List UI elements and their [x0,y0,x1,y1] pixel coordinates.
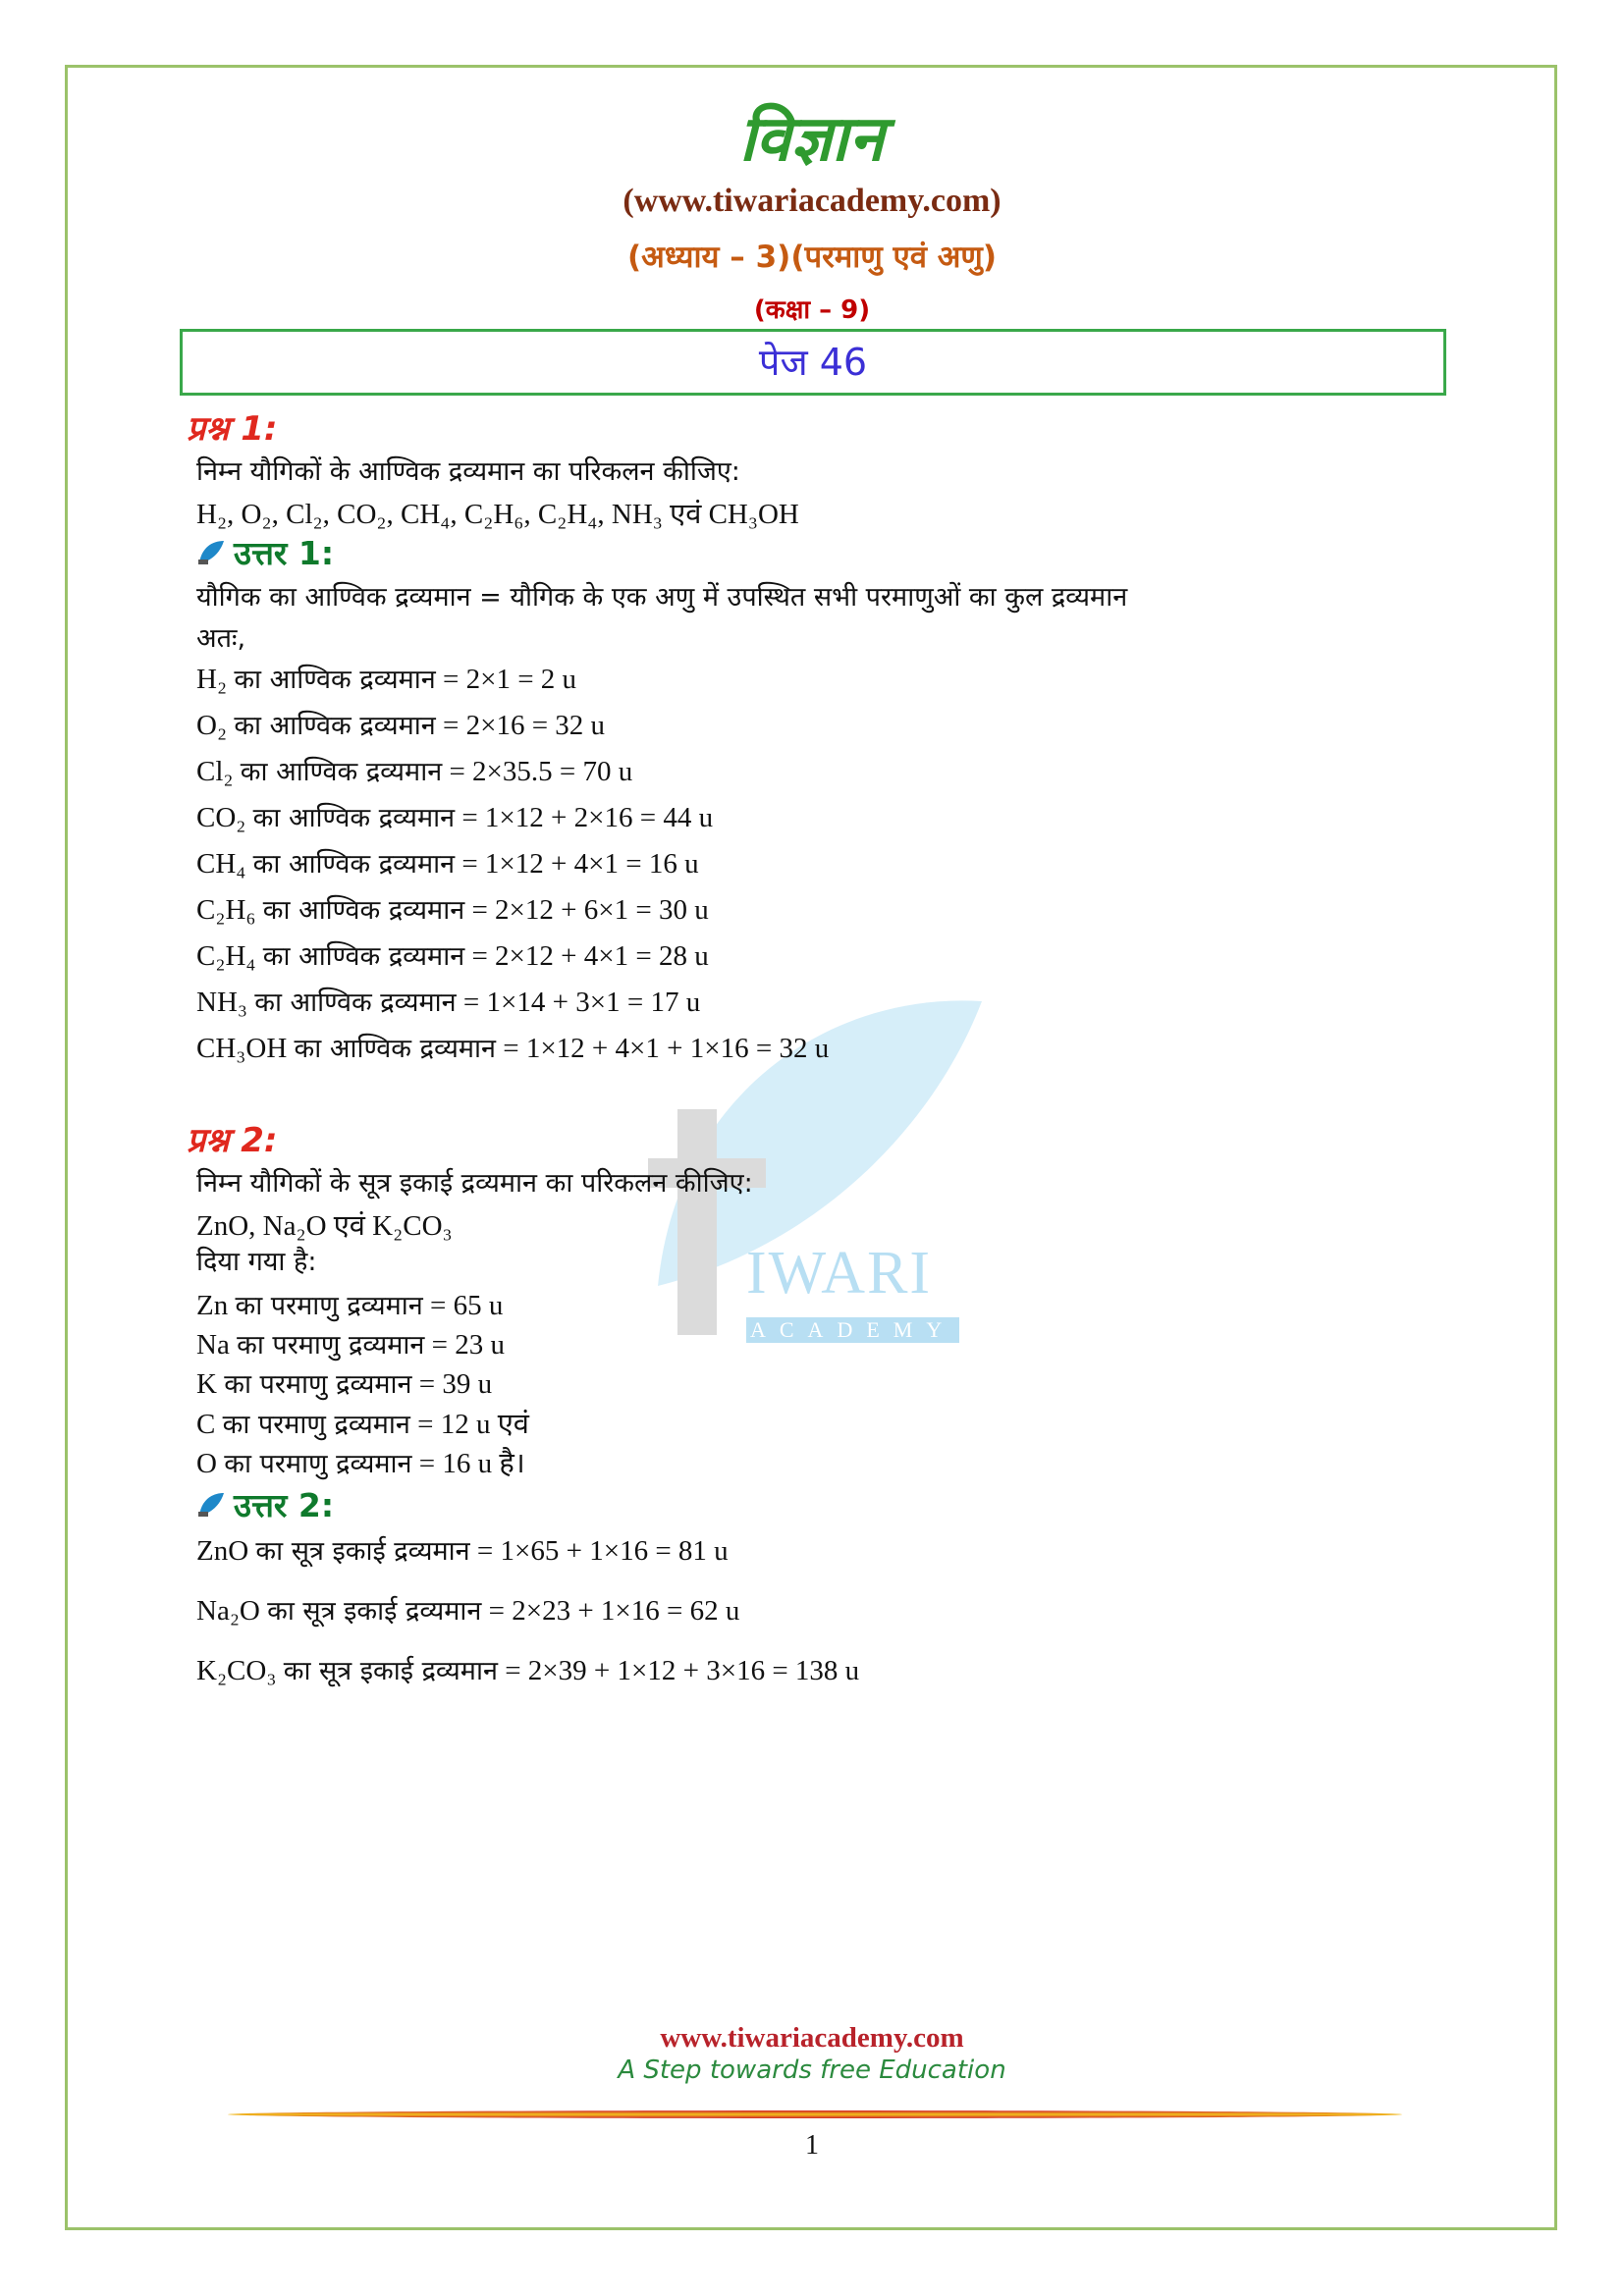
answer-1-definition: यौगिक का आण्विक द्रव्यमान = यौगिक के एक अणु में उपस्थित सभी परमाणुओं का कुल द्रव्यमान [196,582,1128,613]
question-1-text: निम्न यौगिकों के आण्विक द्रव्यमान का परिकलन कीजिए: [196,456,740,487]
watermark-subtext: ACADEMY [746,1317,959,1343]
atomic-mass-line: Zn का परमाणु द्रव्यमान = 65 u [196,1290,504,1321]
molecular-mass-line: O₂ का आण्विक द्रव्यमान = 2×16 = 32 u [196,710,606,741]
page-number-box: पेज 46 [180,329,1446,396]
molecular-mass-line: C₂H₄ का आण्विक द्रव्यमान = 2×12 + 4×1 = 28 u [196,940,709,972]
answer-1-hence: अतः, [196,623,246,654]
molecular-mass-line: H₂ का आण्विक द्रव्यमान = 2×1 = 2 u [196,664,577,695]
watermark-text: IWARI [746,1240,933,1307]
footer-divider [228,2110,1402,2118]
answer-2-label: उत्तर 2: [196,1482,334,1526]
page-number: 1 [805,2130,819,2161]
molecular-mass-line: CH₃OH का आण्विक द्रव्यमान = 1×12 + 4×1 + 1×16 = 32 u [196,1033,830,1064]
question-1-compounds: H₂, O₂, Cl₂, CO₂, CH₄, C₂H₆, C₂H₄, NH₃ एवं CH₃OH [196,499,799,530]
leaf-icon [196,538,226,567]
formula-mass-line: Na₂O का सूत्र इकाई द्रव्यमान = 2×23 + 1×16 = 62 u [196,1595,740,1627]
question-2-label: प्रश्न 2: [187,1121,278,1160]
question-2-text: निम्न यौगिकों के सूत्र इकाई द्रव्यमान का परिकलन कीजिए: [196,1168,753,1199]
molecular-mass-line: C₂H₆ का आण्विक द्रव्यमान = 2×12 + 6×1 = 30 u [196,894,709,926]
header-website: (www.tiwariacademy.com) [623,183,1001,219]
footer-website: www.tiwariacademy.com [660,2022,964,2054]
chapter-heading: (अध्याय – 3)(परमाणु एवं अणु) [627,240,997,275]
formula-mass-line: K₂CO₃ का सूत्र इकाई द्रव्यमान = 2×39 + 1×12 + 3×16 = 138 u [196,1655,860,1686]
molecular-mass-line: CH₄ का आण्विक द्रव्यमान = 1×12 + 4×1 = 16 u [196,848,699,880]
atomic-mass-line: K का परमाणु द्रव्यमान = 39 u [196,1368,493,1400]
footer-tagline: A Step towards free Education [618,2056,1006,2085]
question-2-compounds: ZnO, Na₂O एवं K₂CO₃ [196,1210,453,1242]
molecular-mass-line: NH₃ का आण्विक द्रव्यमान = 1×14 + 3×1 = 17 u [196,987,701,1018]
class-label: (कक्षा – 9) [753,295,871,325]
answer-1-label: उत्तर 1: [196,530,334,574]
given-label: दिया गया है: [196,1247,317,1277]
molecular-mass-line: CO₂ का आण्विक द्रव्यमान = 1×12 + 2×16 = 44 u [196,802,714,833]
question-1-label: प्रश्न 1: [187,409,278,449]
leaf-icon [196,1490,226,1520]
page-title: विज्ञान [738,103,886,176]
molecular-mass-line: Cl₂ का आण्विक द्रव्यमान = 2×35.5 = 70 u [196,756,633,787]
atomic-mass-line: O का परमाणु द्रव्यमान = 16 u है। [196,1448,525,1479]
atomic-mass-line: Na का परमाणु द्रव्यमान = 23 u [196,1329,505,1361]
atomic-mass-line: C का परमाणु द्रव्यमान = 12 u एवं [196,1409,529,1440]
formula-mass-line: ZnO का सूत्र इकाई द्रव्यमान = 1×65 + 1×16 = 81 u [196,1535,729,1567]
